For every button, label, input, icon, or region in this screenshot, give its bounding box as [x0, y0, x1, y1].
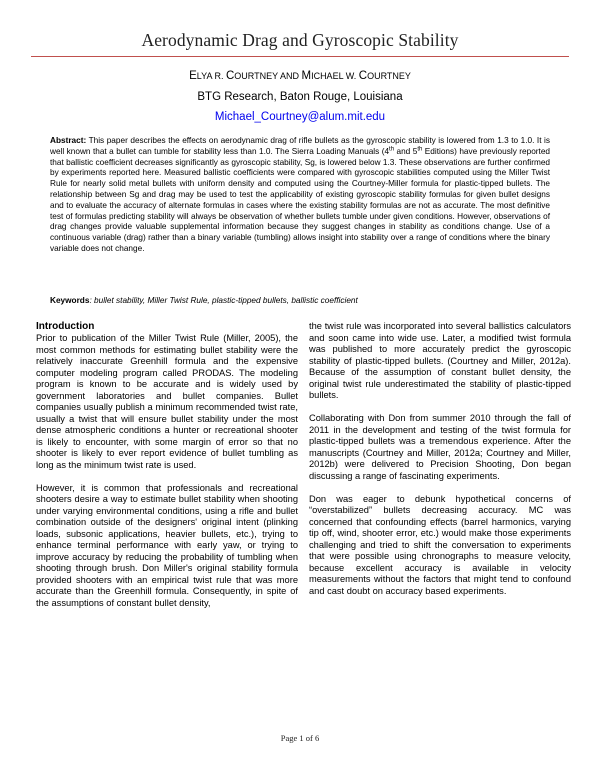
keywords-label: Keywords [50, 296, 90, 305]
paragraph: Don was eager to debunk hypothetical concerns of “overstabilized” bullets decreasing accuracy. MC was concerned that confounding effects (barrel harmonics, varying tip off, wind, shooter error, etc.) would make those experiments challenging and tried to shift the conversation to experiments that were possible using chronographs to measure velocity, because excellent accuracy is available in velocity measurements without the factors that might tend to confound and cast doubt on accuracy based experiments. [309, 493, 571, 596]
paragraph: However, it is common that professionals and recreational shooters desire a way to estimate bullet stability when shooting under varying environmental conditions, using a rifle and bullet combination outside of the designers' original intent (plinking loads, subsonic applications, heavier bullets, etc.), trying to enhance terminal performance with early yaw, or trying to improve accuracy by reducing the probability of tumbling when shooting through brush. Don Miller's original stability formula provided shooters with an empirical twist rule that was more accurate than the Greenhill formula. Consequently, in spite of the assumptions of constant bullet density, [36, 482, 298, 608]
paragraph: the twist rule was incorporated into several ballistics calculators and soon came into wide use. Later, a modified twist formula was published to more accurately predict the gyroscopic stability of plastic-tipped bullets. (Courtney and Miller, 2012a). Because of the assumption of constant bullet density, the original twist rule underestimated the stability of plastic-tipped bullets. [309, 321, 571, 400]
paragraph: Collaborating with Don from summer 2010 through the fall of 2011 in the development and testing of the twist formula for plastic-tipped bullets was a tremendous experience. After the manuscripts (Courtney and Miller, 2012a; Courtney and Miller, 2012b) were delivered to Precision Shooting, Don began discussing a range of fascinating experiments. [309, 413, 571, 481]
abstract-label: Abstract: [50, 136, 87, 145]
right-column [309, 321, 571, 597]
running-header-title: Aerodynamic Drag and Gyroscopic Stability [141, 30, 459, 50]
keywords-list: : bullet stability, Miller Twist Rule, plastic-tipped bullets, ballistic coefficient [89, 296, 358, 305]
keywords [50, 295, 550, 306]
left-column [36, 321, 298, 609]
abstract: Abstract: This paper describes the effects on aerodynamic drag of rifle bullets as the gyroscopic stability is lowered from 1.3 to 1.0. It is well known that a bullet can tumble for stability less than 1.0. The Sierra Loading Manuals (4th and 5th Editions) have previously reported that ballistic coefficient decreases significantly as gyroscopic stability, Sg, is lowered below 1.3. These observations are further confirmed by experiments reported here. Measured ballistic coefficients were compared with gyroscopic stabilities computed using the Miller Twist Rule for nearly solid metal bullets with uniform density and computed using the Courtney-Miller formula for plastic-tipped bullets. The relationship between Sg and drag may be used to test the applicability of existing gyroscopic stability formulas for given bullet designs and to evaluate the accuracy of alternate formulas in cases where the existing stability formulas are not as accurate. The most definitive test of formulas predicting stability will always be observation of whether bullets tumble under given conditions. However, observations of drag changes provide valuable supplemental information because they suggest changes in stability as conditions change. Use of a continuous variable (drag) rather than a binary variable (tumbling) allows insight into stability over a range of conditions where the binary variable does not change. [50, 136, 550, 253]
page-number-footer: Page 1 of 6 [280, 733, 320, 743]
header-rule [31, 56, 569, 57]
paragraph: Prior to publication of the Miller Twist Rule (Miller, 2005), the most common methods for estimating bullet stability were the relatively inaccurate Greenhill formula and the expensive computer modeling program called PRODAS. The modeling program is known to be accurate and is widely used by government laboratories and bullet companies. Bullet companies usually publish a minimum recommended twist rate, usually a twist that will ensure bullet stability under the most dense atmospheric conditions a hunter or recreational shooter is likely to encounter, with some margin of error so that no shooter is likely to ever report evidence of bullet tumbling as long as the minimum twist rate is used. [36, 333, 298, 470]
email-link[interactable]: Michael_Courtney@alum.mit.edu [214, 111, 386, 123]
author-line: ELYA R. COURTNEY AND MICHAEL W. COURTNEY [189, 70, 411, 82]
affiliation: BTG Research, Baton Rouge, Louisiana [197, 91, 403, 103]
section-heading-introduction: Introduction [36, 321, 95, 332]
